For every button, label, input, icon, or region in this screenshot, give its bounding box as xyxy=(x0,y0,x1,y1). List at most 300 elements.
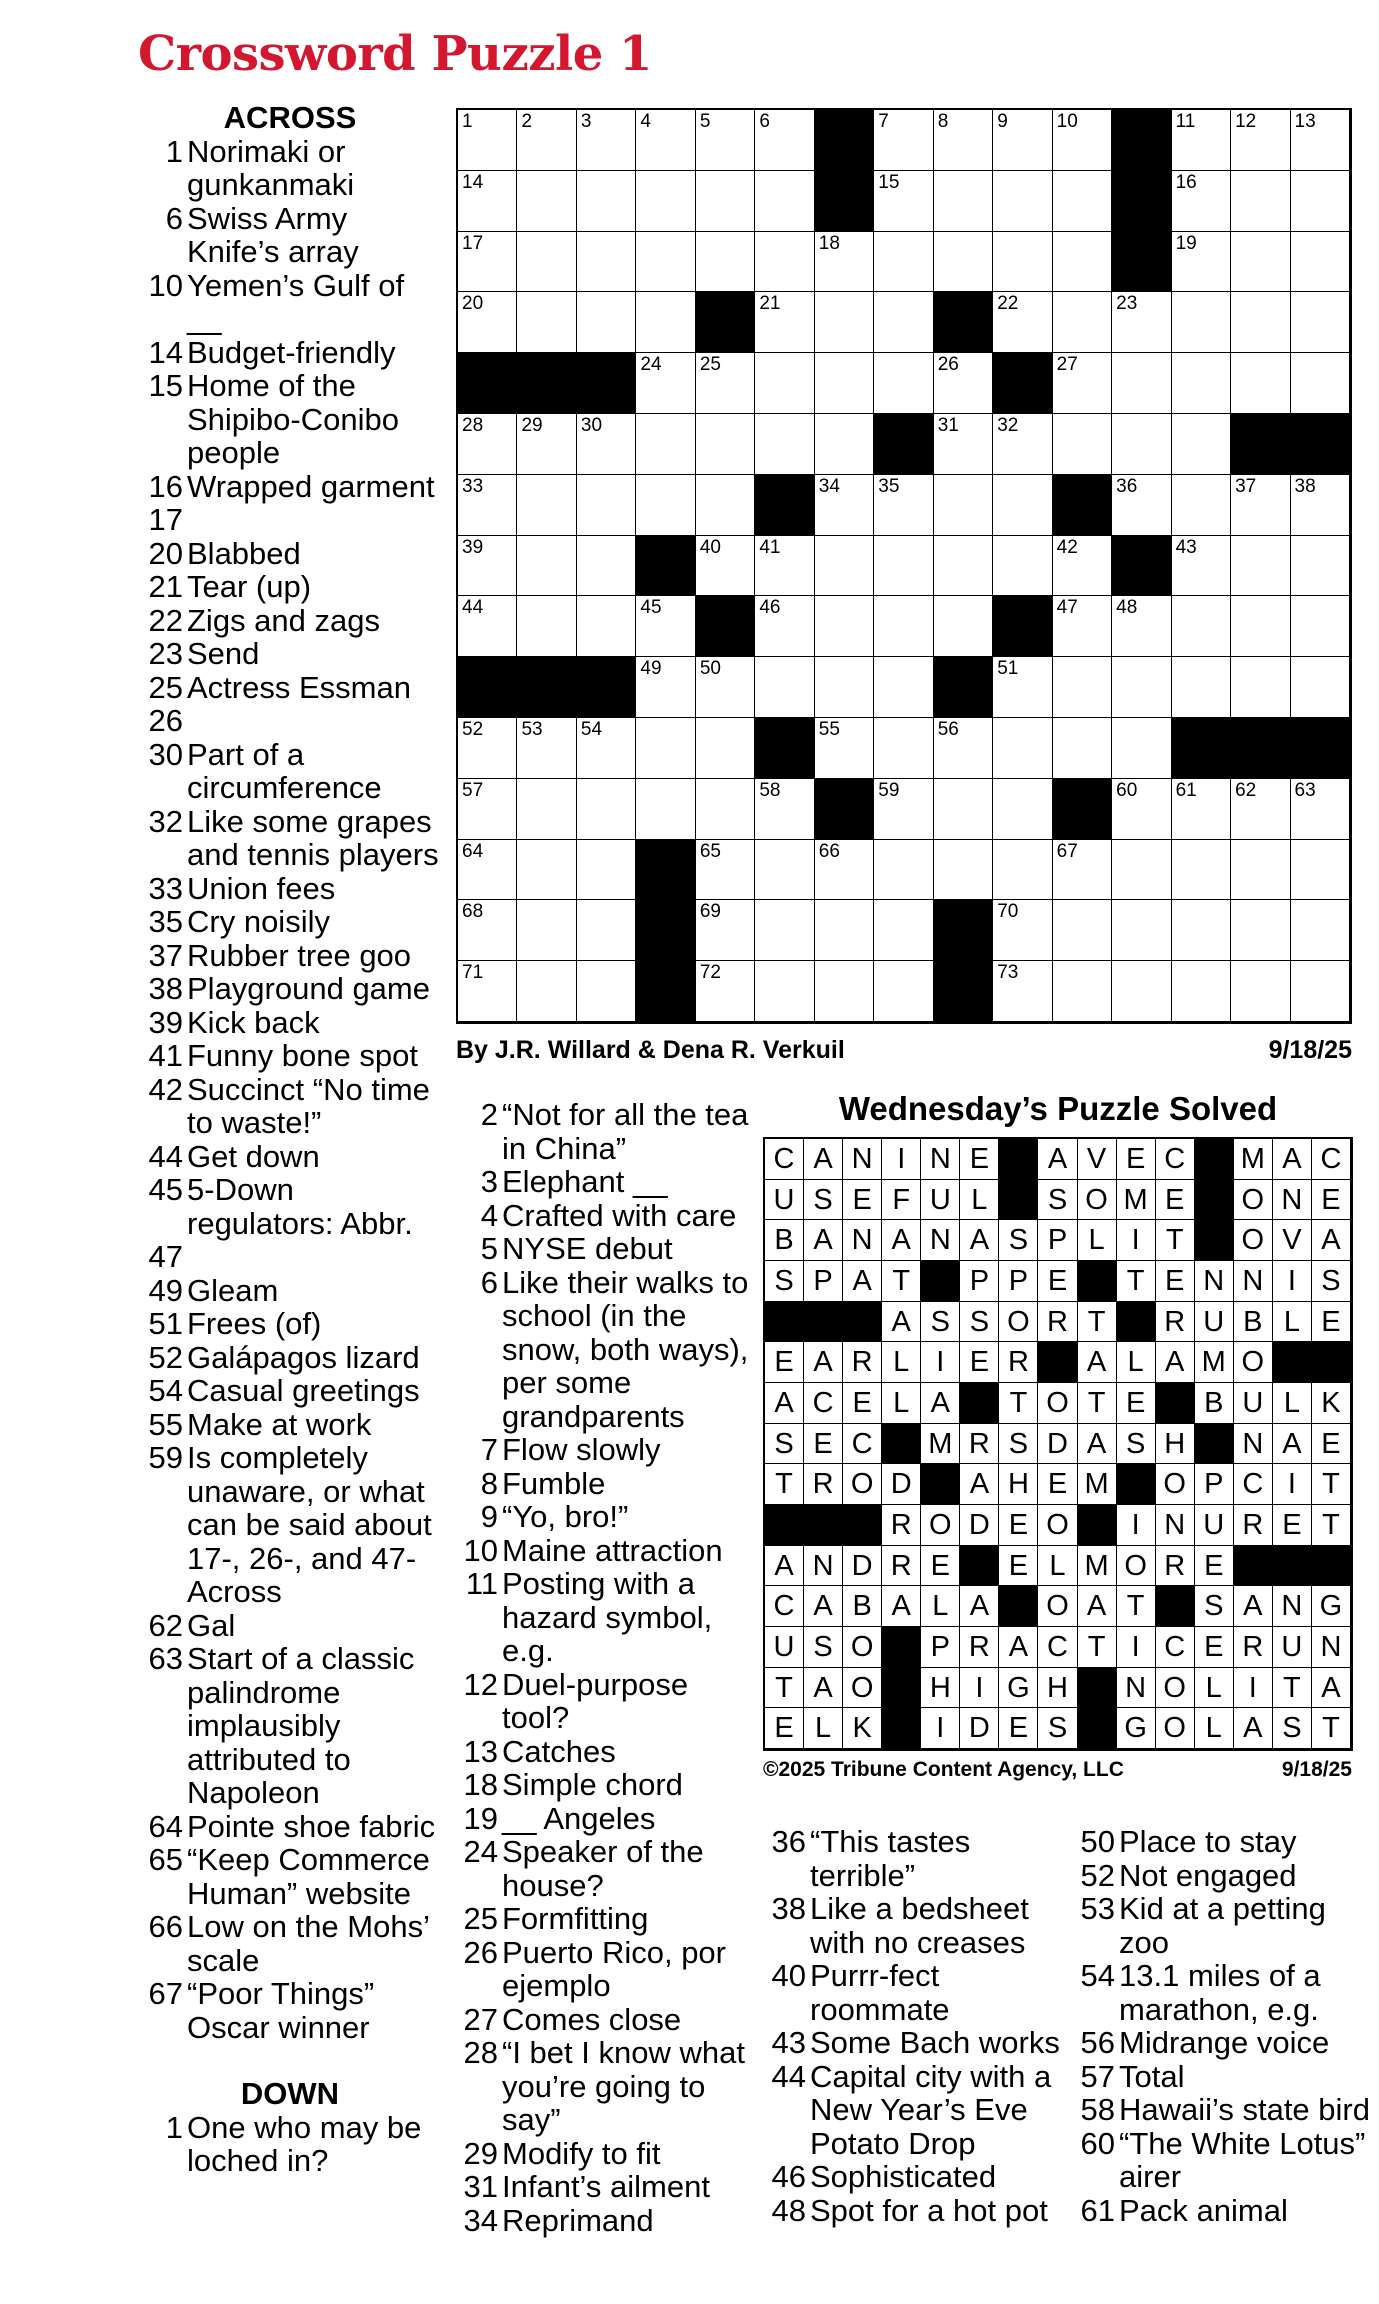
grid-cell[interactable] xyxy=(815,292,874,353)
grid-cell[interactable] xyxy=(696,718,755,779)
solution-letter: A xyxy=(804,1586,843,1627)
cell-number: 17 xyxy=(462,232,484,254)
grid-cell[interactable] xyxy=(934,110,993,171)
clue-text: Playground game xyxy=(187,971,430,1006)
clue-item xyxy=(455,1902,755,1936)
grid-cell[interactable] xyxy=(1053,110,1112,171)
cell-number: 42 xyxy=(1056,536,1078,558)
clue-item xyxy=(140,1173,440,1240)
grid-cell[interactable] xyxy=(755,596,814,657)
clue-text: Wrapped garment xyxy=(187,468,435,504)
grid-cell[interactable] xyxy=(458,961,517,1022)
black-square xyxy=(993,353,1052,414)
grid-cell[interactable] xyxy=(1291,596,1350,657)
clue-text: Zigs and zags xyxy=(187,602,380,638)
grid-cell[interactable] xyxy=(934,718,993,779)
grid-cell[interactable] xyxy=(1172,414,1231,475)
clue-text: One who may be loched in? xyxy=(187,2109,422,2178)
grid-cell[interactable] xyxy=(458,840,517,901)
cell-number: 16 xyxy=(1175,171,1197,193)
solution-letter: A xyxy=(1234,1708,1273,1749)
grid-cell[interactable] xyxy=(577,779,636,840)
grid-cell[interactable] xyxy=(1172,475,1231,536)
cell-number: 45 xyxy=(640,597,662,619)
grid-cell[interactable] xyxy=(577,414,636,475)
down-clue-list xyxy=(455,1098,755,2237)
grid-cell[interactable] xyxy=(517,110,576,171)
solution-letter: O xyxy=(1078,1180,1117,1221)
grid-cell[interactable] xyxy=(815,596,874,657)
grid-cell[interactable] xyxy=(1053,961,1112,1022)
grid-cell[interactable] xyxy=(1291,840,1350,901)
grid-cell[interactable] xyxy=(636,292,695,353)
grid-cell[interactable] xyxy=(577,596,636,657)
grid-cell[interactable] xyxy=(517,292,576,353)
grid-cell[interactable] xyxy=(993,292,1052,353)
solution-letter: O xyxy=(843,1627,882,1668)
grid-cell[interactable] xyxy=(874,292,933,353)
grid-cell[interactable] xyxy=(577,171,636,232)
solution-black-square xyxy=(1195,1220,1234,1261)
grid-cell[interactable] xyxy=(636,657,695,718)
solution-letter: S xyxy=(1273,1708,1312,1749)
grid-cell[interactable] xyxy=(1291,292,1350,353)
clue-text: Elephant __ xyxy=(502,1164,668,1199)
solution-letter: A xyxy=(882,1220,921,1261)
grid-cell[interactable] xyxy=(577,292,636,353)
grid-cell[interactable] xyxy=(1053,171,1112,232)
grid-cell[interactable] xyxy=(934,353,993,414)
cell-number: 12 xyxy=(1235,111,1257,132)
solution-letter: T xyxy=(1078,1302,1117,1343)
grid-cell[interactable] xyxy=(577,475,636,536)
solution-letter: L xyxy=(882,1342,921,1383)
grid-cell[interactable] xyxy=(934,232,993,293)
grid-cell[interactable] xyxy=(874,596,933,657)
grid-cell[interactable] xyxy=(815,475,874,536)
grid-cell[interactable] xyxy=(1231,171,1290,232)
clue-text: Kick back xyxy=(187,1004,320,1040)
solution-letter: O xyxy=(1038,1383,1077,1424)
cell-number: 4 xyxy=(640,111,651,132)
grid-cell[interactable] xyxy=(636,171,695,232)
solution-black-square xyxy=(1273,1342,1312,1383)
grid-cell[interactable] xyxy=(934,171,993,232)
solution-letter: R xyxy=(882,1546,921,1587)
grid-cell[interactable] xyxy=(815,718,874,779)
grid-cell[interactable] xyxy=(696,779,755,840)
grid-cell[interactable] xyxy=(815,353,874,414)
clue-number: 28 xyxy=(463,2035,498,2070)
grid-cell[interactable] xyxy=(1231,779,1290,840)
grid-cell[interactable] xyxy=(577,718,636,779)
cell-number: 52 xyxy=(462,719,484,740)
clue-item xyxy=(140,805,440,872)
grid-cell[interactable] xyxy=(1053,536,1112,597)
grid-cell[interactable] xyxy=(458,414,517,475)
grid-cell[interactable] xyxy=(636,232,695,293)
clue-text: Capital city with a New Year’s Eve Potato Drop xyxy=(810,2058,1052,2161)
grid-cell[interactable] xyxy=(874,840,933,901)
grid-cell[interactable] xyxy=(1291,232,1350,293)
grid-cell[interactable] xyxy=(636,596,695,657)
clue-text: Posting with a hazard symbol, e.g. xyxy=(502,1566,713,1668)
solution-letter: A xyxy=(1273,1424,1312,1465)
grid-cell[interactable] xyxy=(1231,232,1290,293)
solution-black-square xyxy=(960,1546,999,1587)
cell-number: 15 xyxy=(878,171,900,193)
solution-letter: H xyxy=(1156,1424,1195,1465)
grid-cell[interactable] xyxy=(1291,475,1350,536)
black-square xyxy=(1231,414,1290,475)
cell-number: 30 xyxy=(580,415,603,436)
grid-cell[interactable] xyxy=(458,110,517,171)
grid-cell[interactable] xyxy=(934,536,993,597)
grid-cell[interactable] xyxy=(1172,353,1231,414)
clue-item xyxy=(140,1642,440,1810)
solution-letter: S xyxy=(999,1220,1038,1261)
grid-cell[interactable] xyxy=(1053,292,1112,353)
grid-cell[interactable] xyxy=(1291,779,1350,840)
grid-cell[interactable] xyxy=(755,232,814,293)
grid-cell[interactable] xyxy=(1112,961,1171,1022)
clue-item xyxy=(140,336,440,370)
clue-text: “This tastes terrible” xyxy=(810,1824,971,1893)
grid-cell[interactable] xyxy=(696,900,755,961)
grid-cell[interactable] xyxy=(1053,840,1112,901)
clue-text: Hawaii’s state bird xyxy=(1119,2092,1370,2127)
grid-cell[interactable] xyxy=(1231,961,1290,1022)
clue-number: 24 xyxy=(463,1834,498,1869)
grid-cell[interactable] xyxy=(458,475,517,536)
grid-cell[interactable] xyxy=(517,536,576,597)
grid-cell[interactable] xyxy=(1172,900,1231,961)
cell-number: 33 xyxy=(462,475,484,497)
grid-cell[interactable] xyxy=(874,232,933,293)
grid-cell[interactable] xyxy=(458,718,517,779)
grid-cell[interactable] xyxy=(577,900,636,961)
grid-cell[interactable] xyxy=(458,596,517,657)
grid-cell[interactable] xyxy=(1112,657,1171,718)
grid-cell[interactable] xyxy=(993,657,1052,718)
grid-cell[interactable] xyxy=(636,110,695,171)
solution-letter: U xyxy=(1195,1302,1234,1343)
grid-cell[interactable] xyxy=(1231,840,1290,901)
grid-cell[interactable] xyxy=(874,536,933,597)
clue-item xyxy=(140,2111,440,2178)
grid-cell[interactable] xyxy=(1053,718,1112,779)
grid-cell[interactable] xyxy=(815,232,874,293)
clue-text: Puerto Rico, por ejemplo xyxy=(502,1934,726,2003)
grid-cell[interactable] xyxy=(517,596,576,657)
grid-cell[interactable] xyxy=(993,840,1052,901)
grid-cell[interactable] xyxy=(517,840,576,901)
solution-letter: A xyxy=(804,1220,843,1261)
grid-cell[interactable] xyxy=(1291,961,1350,1022)
grid-cell[interactable] xyxy=(458,779,517,840)
grid-cell[interactable] xyxy=(1231,475,1290,536)
grid-cell[interactable] xyxy=(696,414,755,475)
grid-cell[interactable] xyxy=(1172,961,1231,1022)
solution-letter: I xyxy=(1117,1505,1156,1546)
grid-cell[interactable] xyxy=(993,536,1052,597)
clue-text: “The White Lotus” airer xyxy=(1119,2125,1366,2194)
grid-cell[interactable] xyxy=(815,536,874,597)
grid-cell[interactable] xyxy=(458,900,517,961)
grid-cell[interactable] xyxy=(934,414,993,475)
grid-cell[interactable] xyxy=(993,414,1052,475)
grid-cell[interactable] xyxy=(696,475,755,536)
grid-cell[interactable] xyxy=(1112,353,1171,414)
cell-number: 27 xyxy=(1056,354,1078,376)
grid-cell[interactable] xyxy=(993,110,1052,171)
clue-number: 12 xyxy=(463,1666,498,1702)
clue-number: 6 xyxy=(165,200,183,236)
clue-number: 1 xyxy=(165,2109,183,2145)
grid-cell[interactable] xyxy=(1231,657,1290,718)
grid-cell[interactable] xyxy=(815,657,874,718)
grid-cell[interactable] xyxy=(993,475,1052,536)
grid-cell[interactable] xyxy=(458,292,517,353)
grid-cell[interactable] xyxy=(696,840,755,901)
cell-number: 36 xyxy=(1116,475,1138,497)
grid-cell[interactable] xyxy=(636,353,695,414)
solution-letter: M xyxy=(1234,1139,1273,1180)
cell-number: 29 xyxy=(521,415,543,436)
solution-black-square xyxy=(1078,1261,1117,1302)
grid-cell[interactable] xyxy=(993,961,1052,1022)
cell-number: 56 xyxy=(937,719,959,740)
solution-letter: E xyxy=(960,1342,999,1383)
grid-cell[interactable] xyxy=(636,414,695,475)
clue-text: “Not for all the tea in China” xyxy=(502,1097,749,1166)
grid-cell[interactable] xyxy=(755,536,814,597)
solution-letter: T xyxy=(1312,1505,1351,1546)
solution-letter: S xyxy=(921,1302,960,1343)
grid-cell[interactable] xyxy=(1172,232,1231,293)
solution-black-square xyxy=(1312,1342,1351,1383)
grid-cell[interactable] xyxy=(993,718,1052,779)
grid-cell[interactable] xyxy=(517,171,576,232)
solution-letter: N xyxy=(1234,1261,1273,1302)
grid-cell[interactable] xyxy=(993,171,1052,232)
grid-cell[interactable] xyxy=(755,292,814,353)
grid-cell[interactable] xyxy=(874,961,933,1022)
grid-cell[interactable] xyxy=(696,536,755,597)
grid-cell[interactable] xyxy=(815,414,874,475)
clue-number: 4 xyxy=(480,1197,498,1233)
grid-cell[interactable] xyxy=(1291,657,1350,718)
grid-cell[interactable] xyxy=(577,110,636,171)
grid-cell[interactable] xyxy=(1112,596,1171,657)
grid-cell[interactable] xyxy=(755,171,814,232)
grid-cell[interactable] xyxy=(874,900,933,961)
grid-cell[interactable] xyxy=(1291,900,1350,961)
solution-letter: E xyxy=(843,1383,882,1424)
grid-cell[interactable] xyxy=(696,353,755,414)
grid-cell[interactable] xyxy=(696,171,755,232)
clue-item xyxy=(140,1977,440,2044)
grid-cell[interactable] xyxy=(755,779,814,840)
grid-cell[interactable] xyxy=(755,414,814,475)
solution-letter: E xyxy=(1156,1261,1195,1302)
grid-cell[interactable] xyxy=(1172,171,1231,232)
grid-cell[interactable] xyxy=(874,657,933,718)
black-square xyxy=(815,171,874,232)
solution-letter: T xyxy=(1078,1627,1117,1668)
grid-cell[interactable] xyxy=(1172,840,1231,901)
grid-cell[interactable] xyxy=(1291,353,1350,414)
clue-item xyxy=(140,939,440,973)
grid-cell[interactable] xyxy=(874,110,933,171)
grid-cell[interactable] xyxy=(755,353,814,414)
grid-cell[interactable] xyxy=(1231,900,1290,961)
grid-cell[interactable] xyxy=(934,475,993,536)
grid-cell[interactable] xyxy=(458,232,517,293)
clue-number: 6 xyxy=(480,1264,498,1300)
black-square xyxy=(815,110,874,171)
clue-number: 53 xyxy=(1080,1891,1115,1926)
grid-cell[interactable] xyxy=(1231,596,1290,657)
solution-black-square xyxy=(1273,1546,1312,1587)
solution-black-square xyxy=(999,1139,1038,1180)
grid-cell[interactable] xyxy=(1112,779,1171,840)
grid-cell[interactable] xyxy=(1291,110,1350,171)
clue-text: Maine attraction xyxy=(502,1532,723,1568)
solution-letter: L xyxy=(804,1708,843,1749)
grid-cell[interactable] xyxy=(696,961,755,1022)
solution-letter: E xyxy=(999,1505,1038,1546)
grid-cell[interactable] xyxy=(577,961,636,1022)
solution-letter: E xyxy=(843,1180,882,1221)
grid-cell[interactable] xyxy=(934,779,993,840)
grid-cell[interactable] xyxy=(1172,596,1231,657)
grid-cell[interactable] xyxy=(1053,414,1112,475)
grid-cell[interactable] xyxy=(1231,536,1290,597)
solution-letter: C xyxy=(1156,1139,1195,1180)
grid-cell[interactable] xyxy=(636,475,695,536)
clue-text: “I bet I know what you’re going to say” xyxy=(502,2035,745,2137)
grid-cell[interactable] xyxy=(517,232,576,293)
clue-text: Sophisticated xyxy=(810,2159,997,2194)
grid-cell[interactable] xyxy=(934,596,993,657)
solution-letter: A xyxy=(804,1668,843,1709)
grid-cell[interactable] xyxy=(755,900,814,961)
grid-cell[interactable] xyxy=(1291,536,1350,597)
grid-cell[interactable] xyxy=(1231,353,1290,414)
grid-cell[interactable] xyxy=(577,232,636,293)
grid-cell[interactable] xyxy=(1231,292,1290,353)
grid-cell[interactable] xyxy=(993,779,1052,840)
clue-number: 40 xyxy=(771,1958,806,1993)
black-square xyxy=(874,414,933,475)
grid-cell[interactable] xyxy=(1112,718,1171,779)
grid-cell[interactable] xyxy=(755,657,814,718)
grid-cell[interactable] xyxy=(1172,110,1231,171)
grid-cell[interactable] xyxy=(755,961,814,1022)
solution-letter: A xyxy=(765,1546,804,1587)
grid-cell[interactable] xyxy=(993,900,1052,961)
grid-cell[interactable] xyxy=(636,779,695,840)
solution-letter: S xyxy=(765,1261,804,1302)
solution-letter: E xyxy=(1312,1424,1351,1465)
clue-text: Is completely unaware, or what can be said about 17-, 26-, and 47-Across xyxy=(187,1440,432,1609)
grid-cell[interactable] xyxy=(1112,292,1171,353)
grid-cell[interactable] xyxy=(815,961,874,1022)
grid-cell[interactable] xyxy=(755,110,814,171)
solution-letter: L xyxy=(1117,1342,1156,1383)
grid-cell[interactable] xyxy=(1112,475,1171,536)
grid-cell[interactable] xyxy=(696,657,755,718)
grid-cell[interactable] xyxy=(755,840,814,901)
grid-cell[interactable] xyxy=(874,353,933,414)
grid-cell[interactable] xyxy=(1053,657,1112,718)
grid-cell[interactable] xyxy=(874,779,933,840)
grid-cell[interactable] xyxy=(517,475,576,536)
black-square xyxy=(458,657,517,718)
grid-cell[interactable] xyxy=(636,718,695,779)
cell-number: 2 xyxy=(521,111,533,132)
grid-cell[interactable] xyxy=(1112,900,1171,961)
grid-cell[interactable] xyxy=(1231,110,1290,171)
grid-cell[interactable] xyxy=(577,536,636,597)
grid-cell[interactable] xyxy=(1112,840,1171,901)
grid-cell[interactable] xyxy=(815,900,874,961)
grid-cell[interactable] xyxy=(874,718,933,779)
grid-cell[interactable] xyxy=(517,900,576,961)
grid-cell[interactable] xyxy=(517,961,576,1022)
grid-cell[interactable] xyxy=(517,779,576,840)
solution-black-square xyxy=(882,1708,921,1749)
clue-item xyxy=(1072,1859,1372,1893)
grid-cell[interactable] xyxy=(1172,657,1231,718)
grid-cell[interactable] xyxy=(458,171,517,232)
clue-text: Blabbed xyxy=(187,535,301,571)
solution-letter: A xyxy=(804,1342,843,1383)
grid-cell[interactable] xyxy=(934,840,993,901)
grid-cell[interactable] xyxy=(1172,779,1231,840)
clue-item xyxy=(455,1266,755,1434)
grid-cell[interactable] xyxy=(993,232,1052,293)
grid-cell[interactable] xyxy=(696,110,755,171)
grid-cell[interactable] xyxy=(1053,596,1112,657)
grid-cell[interactable] xyxy=(577,840,636,901)
clue-number: 21 xyxy=(148,569,183,604)
solution-letter: O xyxy=(843,1464,882,1505)
grid-cell[interactable] xyxy=(1053,900,1112,961)
grid-cell[interactable] xyxy=(517,718,576,779)
clue-text: Make at work xyxy=(187,1406,372,1442)
grid-cell[interactable] xyxy=(458,536,517,597)
grid-cell[interactable] xyxy=(874,171,933,232)
grid-cell[interactable] xyxy=(1053,353,1112,414)
grid-cell[interactable] xyxy=(517,414,576,475)
solution-letter: A xyxy=(765,1383,804,1424)
solution-letter: H xyxy=(921,1668,960,1709)
grid-cell[interactable] xyxy=(1053,232,1112,293)
grid-cell[interactable] xyxy=(696,232,755,293)
clue-text: Frees (of) xyxy=(187,1306,322,1341)
clue-number: 1 xyxy=(165,133,183,169)
solution-letter: H xyxy=(1038,1668,1077,1709)
grid-cell[interactable] xyxy=(1172,536,1231,597)
grid-cell[interactable] xyxy=(1112,414,1171,475)
grid-cell[interactable] xyxy=(1291,171,1350,232)
solution-letter: S xyxy=(1038,1708,1077,1749)
grid-cell[interactable] xyxy=(1172,292,1231,353)
grid-cell[interactable] xyxy=(815,840,874,901)
grid-cell[interactable] xyxy=(874,475,933,536)
